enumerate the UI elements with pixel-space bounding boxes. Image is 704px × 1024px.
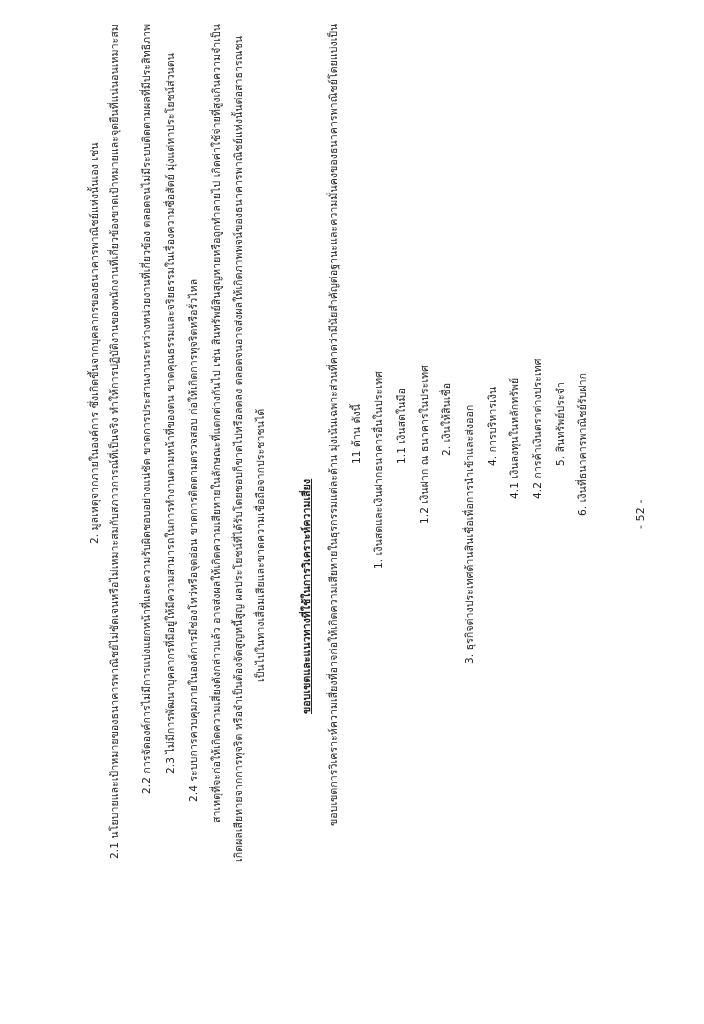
list-item-4-2: 4.2 การค้าเงินตราต่างประเทศ (532, 358, 544, 499)
list-item-2-1: 2.1 นโยบายและเป้าหมายของธนาคารพาณิชย์ไม่ชัดเจนหรือไม่เหมาะสมกับสภาวการณ์ที่เป็นจริง ทำให้การปฏิบัติงานของพนักงานที่เกี่ยวข้องขาดเป้าหมายและจุดยืนที่แน่นอนเหมาะสม (109, 24, 121, 859)
list-item-2-4: 2.4 ระบบการควบคุมภายในองค์การมีช่องโหว่หรือจุดอ่อน ขาดการติดตามตรวจสอบ ก่อให้เกิดการทุจริตหรือรั่วไหล (188, 278, 200, 802)
paragraph-line: เกิดผลเสียหายจากการทุจริต หรือจำเป็นต้องจัดสูญหนี้สูญ ผลประโยชน์ที่ได้รับโดยชอบก็ขาดไปหรือลดลง ตลอดจนอาจส่งผลให้เกิดภาพพจน์ของธนาคารพาณิชย์แห่งนั้นต่อสาธารณชน (233, 35, 245, 862)
list-item-2-2: 2.2 การจัดองค์การไม่มีการแบ่งแยกหน้าที่และความรับผิดชอบอย่างแน่ชัด ขาดการประสานงานระหว่างหน่วยงานที่เกี่ยวข้อง ตลอดจนไม่มีระบบติดตามผลที่มีประสิทธิภาพ (141, 23, 153, 794)
page-number: - 52 - (634, 499, 647, 529)
list-item-1-2: 1.2 เงินฝาก ณ ธนาคารในประเทศ (419, 365, 431, 524)
list-item-2: 2. มูลเหตุจากภายในองค์การ ซึ่งเกิดขึ้นจากบุคลากรของธนาคารพาณิชย์แห่งนั้นเอง เช่น (89, 142, 101, 544)
paragraph-line: ขอบเขตการวิเคราะห์ความเสี่ยงที่อาจก่อให้เกิดความเสียหายในธุรกรรมแต่ละด้าน มุ่งเน้นเฉพาะส่วนที่คาดว่ามีนัยสำคัญต่อฐานะและความมั่นคงของธนาคารพาณิชย์โดยแบ่งเป็น (328, 23, 340, 826)
list-item-4-1: 4.1 เงินลงทุนในหลักทรัพย์ (509, 377, 521, 499)
list-item-1: 1. เงินสดและเงินฝากธนาคารอื่นในประเทศ (373, 371, 385, 569)
list-item-1-1: 1.1 เงินสดในมือ (396, 388, 408, 464)
paragraph-line: เป็นไปในทางเสื่อมเสียและขาดความเชื่อถือจากประชาชนได้ (255, 408, 267, 682)
list-item-5: 5. สินทรัพย์ประจำ (555, 382, 567, 466)
paragraph-line: 11 ด้าน ดังนี้ (351, 403, 363, 464)
section-heading: ขอบเขตและแนวทางที่ใช้ในการวิเคราะห์ความเสี่ยง (301, 478, 313, 714)
paragraph-line: สาเหตุที่จะก่อให้เกิดความเสี่ยงดังกล่าวแล้ว อาจส่งผลให้เกิดความเสียหายในลักษณะที่แตกต่างกันไป เช่น สินทรัพย์สินสูญหายหรือถูกทำลายไป เกิดค่าใช้จ่ายที่สูงเกินความจำเป็น (211, 23, 223, 823)
list-item-4: 4. การบริหารเงิน (487, 386, 499, 466)
list-item-3: 3. ธุรกิจต่างประเทศด้านสินเชื่อเพื่อการนำเข้าและส่งออก (464, 404, 476, 664)
list-item-6: 6. เงินที่ธนาคารพาณิชย์รับฝาก (577, 372, 589, 516)
list-item-2-3: 2.3 ไม่มีการพัฒนาบุคลากรที่มีอยู่ให้มีความสามารถในการทำงานตามหน้าที่ของตน ขาดคุณธรรมและจริยธรรมในเรื่องความซื่อสัตย์ มุ่งแต่หาประโยชน์ส่วนตน (165, 52, 177, 774)
list-item-2: 2. เงินให้สินเชื่อ (441, 382, 453, 456)
